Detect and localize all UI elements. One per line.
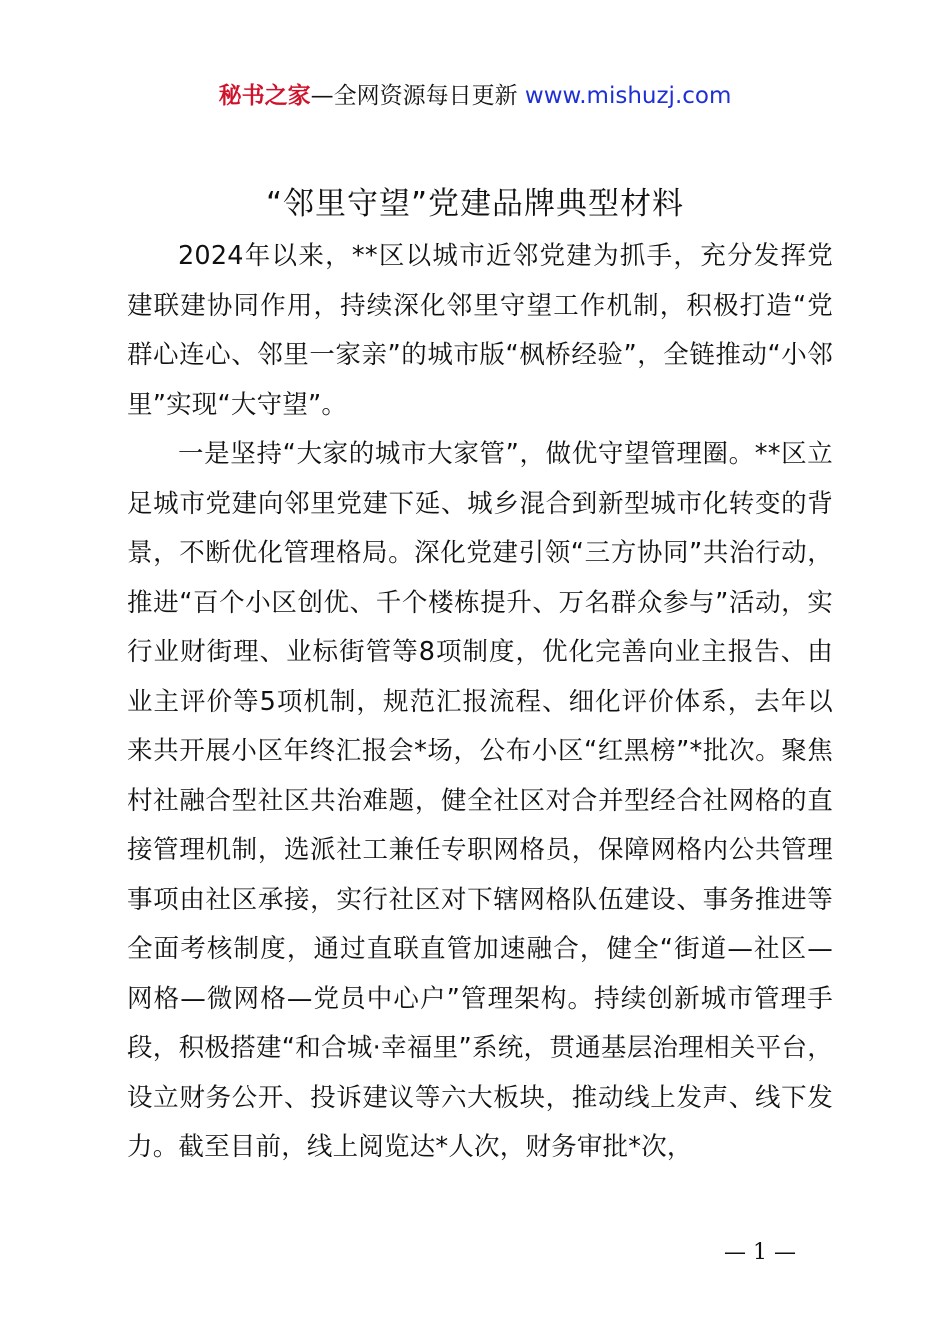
document-title: “邻里守望”党建品牌典型材料 (265, 186, 685, 222)
body-paragraph-intro: 2024年以来，**区以城市近邻党建为抓手，充分发挥党建联建协同作用，持续深化邻里守望工作机制，积极打造“党群心连心、邻里一家亲”的城市版“枫桥经验”，全链推动“小邻里”实现“大守望”。 (127, 241, 833, 420)
page-number: — 1 — (724, 1240, 796, 1265)
body-paragraph-first-point: 一是坚持“大家的城市大家管”，做优守望管理圈。**区立足城市党建向邻里党建下延、城乡混合到新型城市化转变的背景，不断优化管理格局。深化党建引领“三方协同”共治行动，推进“百个小区创优、千个楼栋提升、万名群众参与”活动，实行业财街理、业标街管等8项制度，优化完善向业主报告、由业主评价等5项机制，规范汇报流程、细化评价体系，去年以来共开展小区年终汇报会*场，公布小区“红黑榜”*批次。聚焦村社融合型社区共治难题，健全社区对合并型经合社网格的直接管理机制，选派社工兼任专职网格员，保障网格内公共管理事项由社区承接，实行社区对下辖网格队伍建设、事务推进等全面考核制度，通过直联直管加速融合，健全“街道—社区—网格—微网格—党员中心户”管理架构。持续创新城市管理手段，积极搭建“和合城·幸福里”系统，贯通基层治理相关平台，设立财务公开、投诉建议等六大板块，推动线上发声、线下发力。截至目前，线上阅览达*人次，财务审批*次， (127, 439, 833, 1162)
document-body (127, 232, 833, 1173)
brand-name: 秘书之家 (218, 83, 311, 109)
site-header-banner (0, 80, 950, 112)
site-url-link[interactable]: www.mishuzj.com (524, 83, 732, 109)
header-tagline: —全网资源每日更新 (310, 83, 518, 109)
